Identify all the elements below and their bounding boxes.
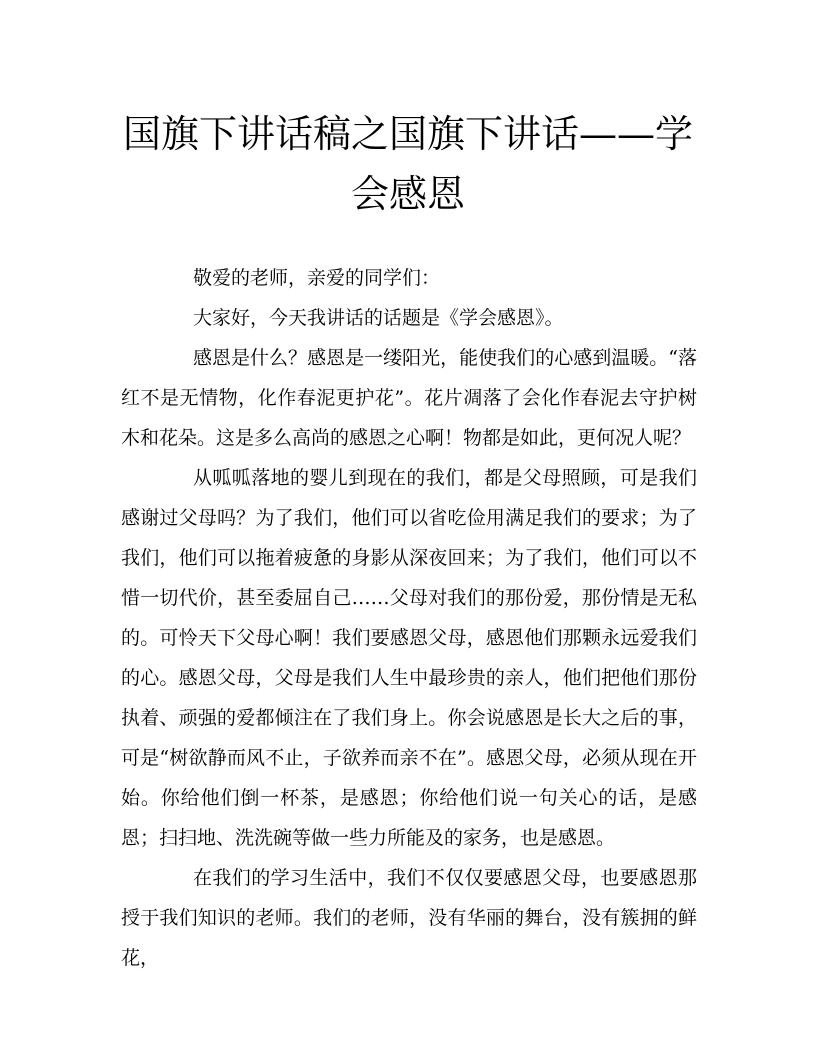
paragraph-greeting: 大家好，今天我讲话的话题是《学会感恩》。 xyxy=(193,307,564,329)
document-body xyxy=(121,258,697,978)
paragraph-gratitude-to-parents: 从呱呱落地的婴儿到现在的我们，都是父母照顾，可是我们感谢过父母吗？为了我们，他们可以省吃俭用满足我们的要求；为了我们，他们可以拖着疲惫的身影从深夜回来；为了我们，他们可以不惜一切代价，甚至委屈自己……父母对我们的那份爱，那份情是无私的。可怜天下父母心啊！我们要感恩父母，感恩他们那颗永远爱我们的心。感恩父母，父母是我们人生中最珍贵的亲人，他们把他们那份执着、顽强的爱都倾注在了我们身上。你会说感恩是长大之后的事，可是“树欲静而风不止，子欲养而亲不在”。感恩父母，必须从现在开始。你给他们倒一杯茶，是感恩；你给他们说一句关心的话，是感恩；扫扫地、洗洗碗等做一些力所能及的家务，也是感恩。 xyxy=(121,467,697,849)
document-title: 国旗下讲话稿之国旗下讲话——学会感恩 xyxy=(122,112,693,216)
paragraph-gratitude-to-teachers: 在我们的学习生活中，我们不仅仅要感恩父母，也要感恩那授于我们知识的老师。我们的老师，没有华丽的舞台，没有簇拥的鲜花， xyxy=(121,867,697,969)
paragraph-salutation: 敬爱的老师，亲爱的同学们： xyxy=(193,267,441,289)
paragraph-what-is-gratitude: 感恩是什么？感恩是一缕阳光，能使我们的心感到温暖。“落红不是无情物，化作春泥更护花”。花片凋落了会化作春泥去守护树木和花朵。这是多么高尚的感恩之心啊！物都是如此，更何况人呢？ xyxy=(121,347,697,449)
